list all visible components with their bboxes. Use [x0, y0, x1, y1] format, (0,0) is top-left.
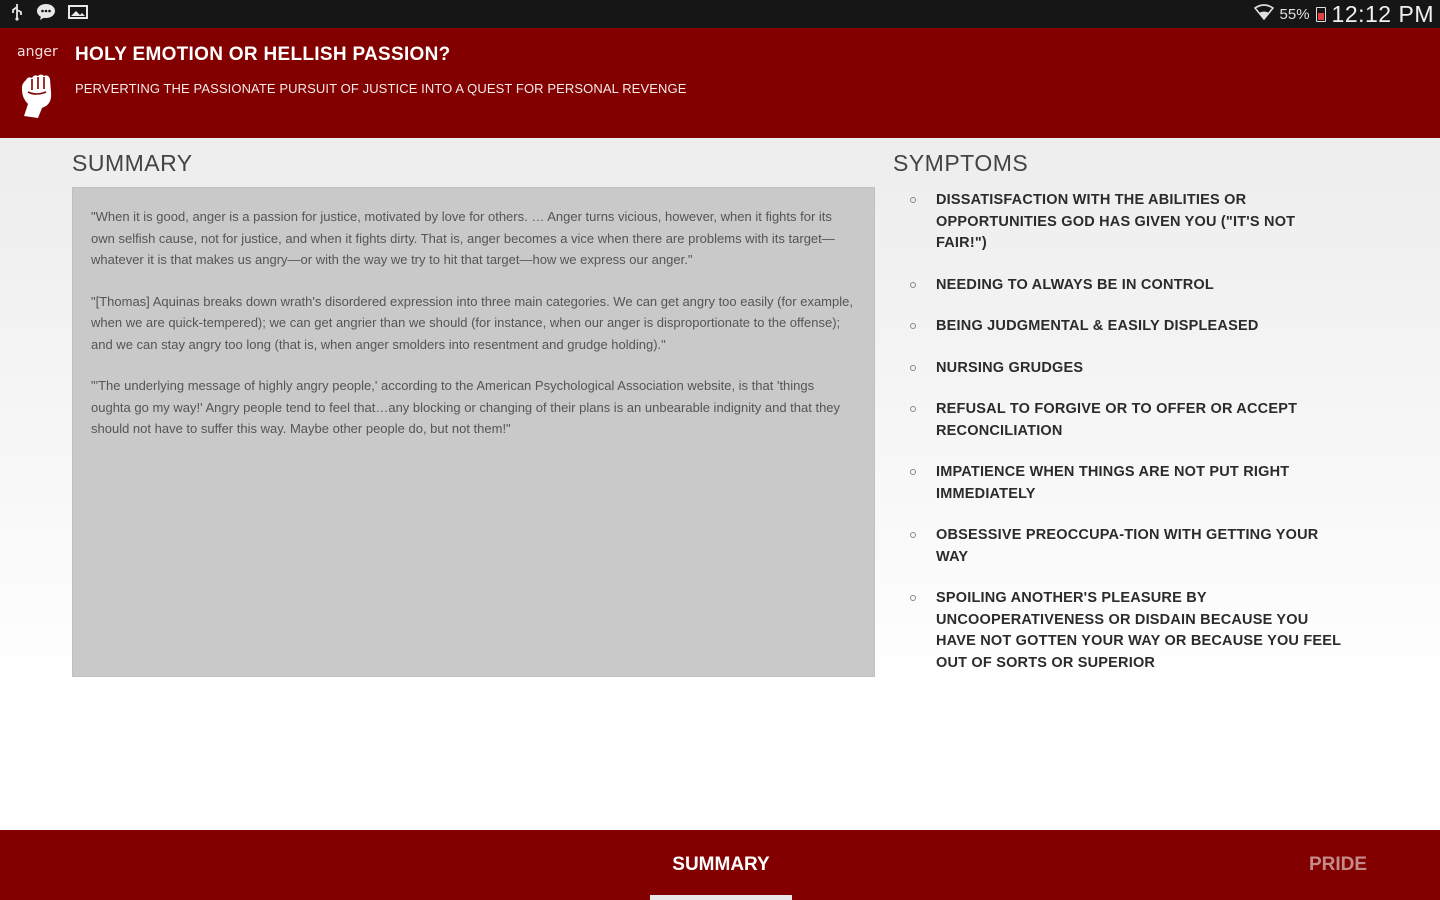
gallery-icon — [68, 4, 88, 24]
symptom-text: SPOILING ANOTHER'S PLEASURE BY UNCOOPERATIVENESS OR DISDAIN BECAUSE YOU HAVE NOT GOTTEN YOUR WAY OR BECAUSE YOU FEEL OUT OF SORTS OR SUPERIOR — [936, 590, 1341, 671]
bottom-tab-bar — [0, 830, 1440, 900]
active-tab-indicator — [650, 895, 792, 900]
symptoms-heading: SYMPTOMS — [893, 150, 1029, 176]
page-title: HOLY EMOTION OR HELLISH PASSION? — [75, 44, 451, 65]
raised-fist-icon — [16, 72, 60, 120]
battery-percent: 55% — [1279, 5, 1310, 23]
list-item — [908, 358, 1348, 380]
summary-paragraph: "When it is good, anger is a passion for justice, motivated by love for others. … Anger turns vicious, however, when it fights for its own selfish cause, not for justice, and when it fights dirty. That is, anger becomes a vice when there are problems with its target—whatever it is that makes us angry—or with the way we try to hit that target—how we express our anger." — [91, 209, 835, 267]
app-header — [0, 28, 1440, 138]
summary-panel — [72, 187, 875, 677]
list-item — [908, 190, 1348, 255]
bullet-icon — [910, 532, 916, 538]
symptom-text: DISSATISFACTION WITH THE ABILITIES OR OPPORTUNITIES GOD HAS GIVEN YOU ("IT'S NOT FAIR!") — [936, 192, 1296, 251]
symptom-text: NEEDING TO ALWAYS BE IN CONTROL — [936, 276, 1214, 293]
summary-paragraph: "[Thomas] Aquinas breaks down wrath's disordered expression into three main categories. We can get angry too easily (for example, when we are quick-tempered); we can get angrier than we should (for instance, when our anger is disproportionate to the offense); and we can stay angry too long (that is, when anger smolders into resentment and grudge holding)." — [91, 293, 853, 352]
bullet-icon — [910, 469, 916, 475]
bullet-icon — [910, 406, 916, 412]
symptom-text: REFUSAL TO FORGIVE OR TO OFFER OR ACCEPT RECONCILIATION — [936, 401, 1298, 439]
battery-icon — [1316, 7, 1326, 22]
tab-pride-label: PRIDE — [1308, 854, 1368, 875]
bullet-icon — [910, 197, 916, 203]
symptom-text: OBSESSIVE PREOCCUPA-TION WITH GETTING YOUR WAY — [936, 527, 1319, 565]
list-item — [908, 588, 1348, 674]
list-item — [908, 399, 1348, 442]
summary-paragraph: "'The underlying message of highly angry people,' according to the American Psychological Association website, is that 'things oughta go my way!' Angry people tend to feel that…any blocking or changing of their plans is an unbearable indignity and that they should not have to suffer this way. Maybe other people do, but not them!" — [91, 378, 841, 436]
clock: 12:12 PM — [1331, 0, 1434, 27]
list-item — [908, 525, 1348, 568]
symptom-text: IMPATIENCE WHEN THINGS ARE NOT PUT RIGHT IMMEDIATELY — [936, 464, 1290, 502]
symptoms-list — [908, 190, 1348, 694]
sin-tag: anger — [17, 44, 58, 60]
bullet-icon — [910, 323, 916, 329]
tab-summary-label: SUMMARY — [672, 854, 770, 875]
notification-icons — [10, 3, 88, 25]
wifi-icon — [1254, 4, 1274, 24]
tab-summary[interactable] — [650, 830, 792, 900]
list-item — [908, 462, 1348, 505]
bullet-icon — [910, 365, 916, 371]
page-subtitle: PERVERTING THE PASSIONATE PURSUIT OF JUSTICE INTO A QUEST FOR PERSONAL REVENGE — [75, 81, 687, 96]
chat-bubble-icon — [36, 3, 56, 25]
usb-icon — [10, 3, 24, 25]
symptom-text: BEING JUDGMENTAL & EASILY DISPLEASED — [936, 318, 1259, 334]
bullet-icon — [910, 282, 916, 288]
symptom-text: NURSING GRUDGES — [936, 359, 1084, 376]
status-bar — [0, 0, 1440, 28]
system-status — [1254, 1, 1434, 28]
list-item — [908, 275, 1348, 297]
summary-heading: SUMMARY — [72, 150, 193, 176]
tab-pride[interactable] — [1290, 830, 1386, 900]
list-item — [908, 316, 1348, 338]
bullet-icon — [910, 595, 916, 601]
